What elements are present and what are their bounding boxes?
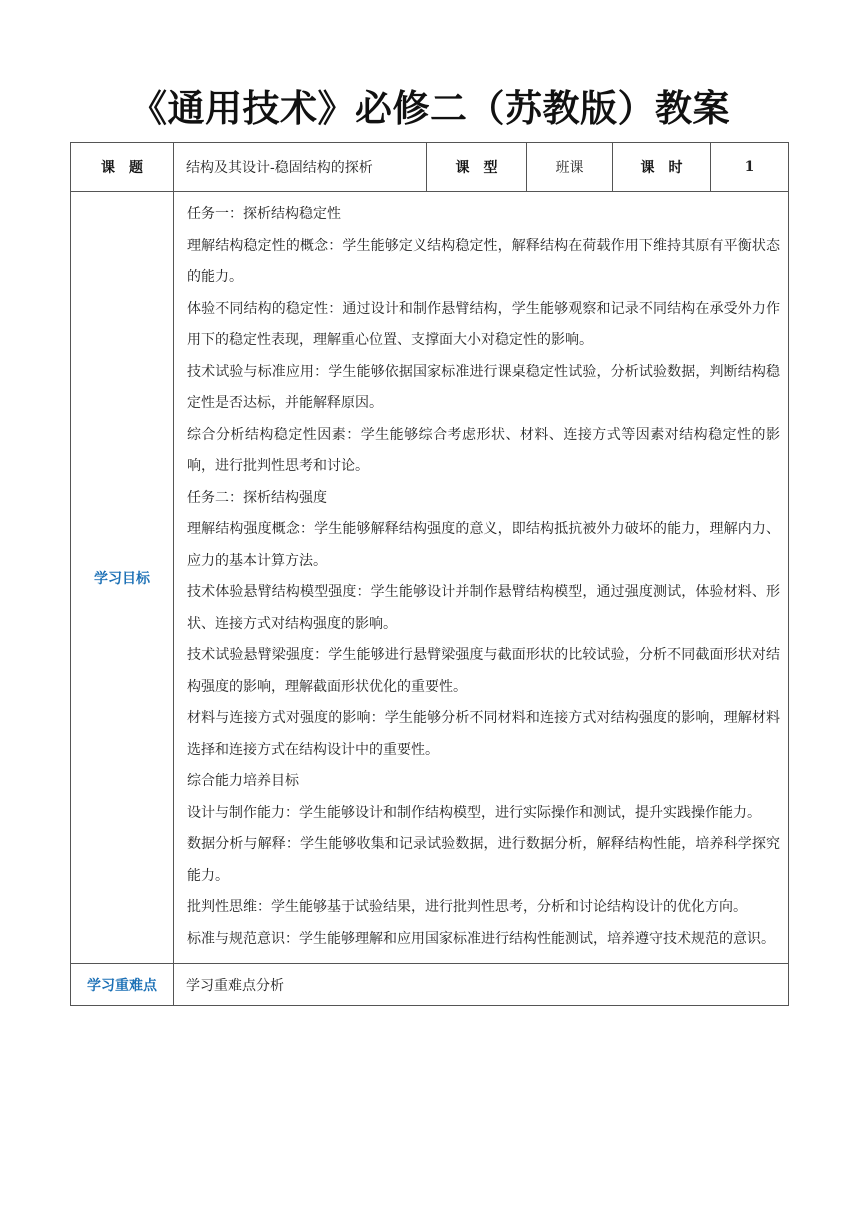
key-points-value: 学习重难点分析	[174, 964, 789, 1006]
objective-paragraph: 理解结构强度概念：学生能够解释结构强度的意义，即结构抵抗被外力破坏的能力，理解内力、应力的基本计算方法。	[187, 521, 780, 569]
key-points-row	[71, 964, 789, 1006]
type-value: 班课	[527, 143, 613, 192]
header-row	[71, 143, 789, 192]
objective-paragraph: 技术试验与标准应用：学生能够依据国家标准进行课桌稳定性试验，分析试验数据，判断结构稳定性是否达标，并能解释原因。	[187, 363, 780, 411]
type-label: 课 型	[427, 143, 527, 192]
course-value: 结构及其设计-稳固结构的探析	[174, 143, 427, 192]
hours-label: 课 时	[613, 143, 711, 192]
objective-paragraph: 批判性思维：学生能够基于试验结果，进行批判性思考，分析和讨论结构设计的优化方向。	[187, 899, 747, 915]
objective-paragraph: 任务一：探析结构稳定性	[187, 206, 341, 222]
lesson-plan-table	[70, 142, 789, 1006]
key-points-label: 学习重难点	[71, 964, 174, 1006]
objective-paragraph: 技术体验悬臂结构模型强度：学生能够设计并制作悬臂结构模型，通过强度测试，体验材料、形状、连接方式对结构强度的影响。	[187, 584, 780, 632]
objective-paragraph: 标准与规范意识：学生能够理解和应用国家标准进行结构性能测试，培养遵守技术规范的意识。	[187, 930, 775, 947]
objective-paragraph: 技术试验悬臂梁强度：学生能够进行悬臂梁强度与截面形状的比较试验，分析不同截面形状对结构强度的影响，理解截面形状优化的重要性。	[187, 647, 780, 695]
objective-paragraph: 材料与连接方式对强度的影响：学生能够分析不同材料和连接方式对结构强度的影响，理解材料选择和连接方式在结构设计中的重要性。	[187, 710, 780, 758]
objective-paragraph: 数据分析与解释：学生能够收集和记录试验数据，进行数据分析，解释结构性能，培养科学探究能力。	[187, 836, 780, 884]
course-label: 课 题	[71, 143, 174, 192]
objective-paragraph: 体验不同结构的稳定性：通过设计和制作悬臂结构，学生能够观察和记录不同结构在承受外力作用下的稳定性表现，理解重心位置、支撑面大小对稳定性的影响。	[187, 300, 780, 348]
document-title: 《通用技术》必修二（苏教版）教案	[130, 87, 730, 130]
objective-paragraph: 综合分析结构稳定性因素：学生能够综合考虑形状、材料、连接方式等因素对结构稳定性的影响，进行批判性思考和讨论。	[187, 426, 780, 474]
objective-paragraph: 任务二：探析结构强度	[187, 489, 327, 506]
objectives-content	[174, 192, 789, 964]
objectives-label: 学习目标	[71, 192, 174, 964]
objective-paragraph: 理解结构稳定性的概念：学生能够定义结构稳定性，解释结构在荷载作用下维持其原有平衡状态的能力。	[187, 237, 780, 285]
objective-paragraph: 设计与制作能力：学生能够设计和制作结构模型，进行实际操作和测试，提升实践操作能力。	[187, 804, 761, 821]
hours-value: 1	[711, 143, 789, 192]
objective-paragraph: 综合能力培养目标	[187, 773, 299, 789]
objectives-row	[71, 192, 789, 964]
